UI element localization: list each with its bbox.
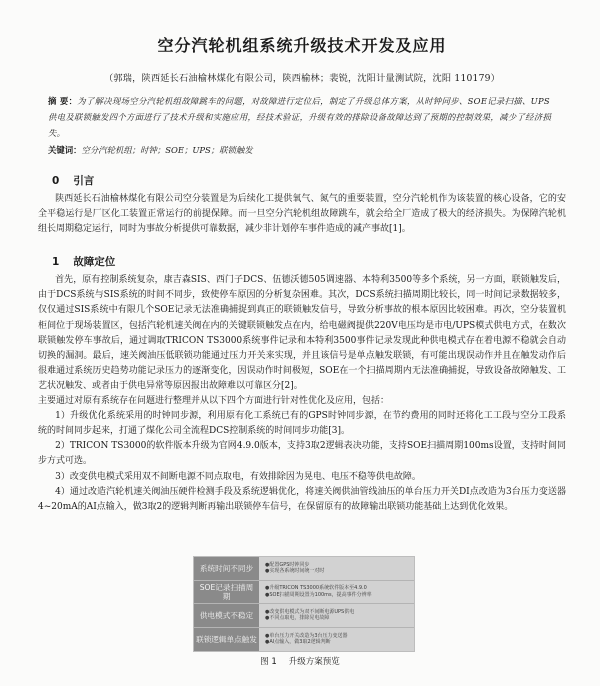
- figure-row-label: 供电模式不稳定: [194, 604, 259, 627]
- fault-item-1: 1）升级优化系统采用的时钟同步源，利用原有化工系统已有的GPS时钟同步源，在节约费用的同时还将化工工段与空分工段系统的时间同步起来，打通了煤化公司全流程DCS控制系统的时间同步功能[3]。: [38, 411, 566, 437]
- figure-desc-line: ●SOE扫描周期设置为100ms，提高事件分辨率: [265, 591, 372, 598]
- abstract-text: 为了解决现场空分汽轮机组故障跳车的问题，对故障进行定位后，制定了升级总体方案，从时钟同步、SOE记录扫描、UPS供电及联锁触发四个方面进行了技术升级和实施应用，经技术验证，升级有效的排除设备故障达到了预期的控制效果，减少了经济损失。: [48, 96, 552, 138]
- figure-row-label: 系统时间不同步: [194, 557, 259, 580]
- figure-desc-line: ●单台压力开关改造为3台压力变送器: [265, 632, 348, 639]
- keywords-label: 关键词：: [48, 145, 82, 155]
- section-number: 1: [52, 256, 60, 269]
- figure-row-desc: [259, 628, 414, 652]
- section-title: 引言: [73, 175, 95, 187]
- figure-row-desc: [259, 604, 414, 627]
- figure-desc-line: ●不同点取电，排除晃电故障: [265, 615, 330, 622]
- section-heading-fault: [52, 254, 566, 269]
- figure-row: [194, 604, 414, 628]
- upgrade-plan-figure: [193, 556, 415, 652]
- figure-row-desc: [259, 581, 414, 604]
- figure-row-label: 联锁逻辑单点触发: [194, 628, 259, 652]
- keywords: [48, 144, 556, 156]
- figure-row: [194, 628, 414, 652]
- section-number: 0: [52, 175, 60, 187]
- figure-row: [194, 557, 414, 581]
- section-heading-intro: [52, 173, 566, 188]
- figure-row-label: SOE记录扫描周期: [194, 581, 259, 604]
- figure-row-desc: [259, 557, 414, 580]
- figure-caption: [0, 655, 600, 667]
- section-title: 故障定位: [73, 256, 116, 269]
- figure-desc-line: ●升级TRICON TS3000系统软件版本至4.9.0: [265, 585, 367, 592]
- fault-item-4: 4）通过改造汽轮机速关阀油压硬件检测手段及系统逻辑优化，将速关阀供油管线油压的单台压力开关DI点改造为3台压力变送器4~20mA的AI点输入，做3取2的逻辑判断再输出联锁停车信号，在保留原有的故障输出联锁功能基础上达到优化效果。: [38, 486, 566, 512]
- abstract: [48, 93, 556, 141]
- figure-row: [194, 581, 414, 605]
- keywords-text: 空分汽轮机组；时钟；SOE；UPS；联锁触发: [81, 145, 253, 155]
- figure-desc-line: ●配置GPS时钟同步: [265, 561, 310, 568]
- abstract-label: 摘 要：: [48, 96, 78, 106]
- fault-summary: 主要通过对原有系统存在问题进行整理并从以下四个方面进行针对性优化及应用，包括：: [38, 396, 390, 407]
- paper-title: 空分汽轮机组系统升级技术开发及应用: [157, 36, 447, 55]
- intro-paragraph: 陕西延长石油榆林煤化有限公司空分装置是为后续化工提供氧气、氮气的重要装置，空分汽轮机作为该装置的核心设备，它的安全平稳运行是厂区化工装置正常运行的前提保障。而一旦空分汽轮机组故障跳车，就会给全厂造成了极大的经济损失。为保障汽轮机组长周期稳定运行，同时为事故分析提供可靠数据，减少非计划停车事件造成的减产事故[1]。: [38, 194, 566, 235]
- figure-desc-line: ●AI点输入，做3取2逻辑判断: [265, 639, 331, 646]
- figure-desc-line: ●改变供电模式为双不间断电源UPS供电: [265, 608, 355, 615]
- author-affiliations: （郭瑞，陕西延长石油榆林煤化有限公司，陕西榆林；裴锐，沈阳计量测试院，沈阳 110179）: [103, 73, 501, 84]
- figure-desc-line: ●实现各系统时间统一对时: [265, 568, 325, 575]
- figure-number: 图 1: [260, 657, 277, 667]
- fault-item-2: 2）TRICON TS3000的软件版本升级为官网4.9.0版本，支持3取2逻辑表决功能，支持SOE扫描周期100ms设置，支持时间同步方式可选。: [38, 441, 566, 467]
- fault-paragraph: 首先，原有控制系统复杂，康吉森SIS、西门子DCS、伍德沃德505调速器、本特利3500等多个系统，另一方面，联锁触发后，由于DCS系统与SIS系统的时间不同步，致使停车原因的分析复杂困难。其次，DCS系统扫描周期比较长，同一时间记录数据较多，仅仅通过SIS系统中有限几个SOE记录无法准确捕捉到真正的联锁触发信号，导致分析事故的根本原因比较困难。再次，空分装置机柜间位于现场装置区，包括汽轮机速关阀在内的关键联锁触发点在内，给电磁阀提供220V电压均是市电/UPS模式供电方式，在数次联锁触发停车事故后，通过调取TRICON TS3000系统事件记录和本特利3500事件记录发现此种供电模式存在着电源不稳就会自动切换的漏洞。最后，速关阀油压低联锁功能通过压力开关来实现，并且该信号是单点触发联锁，有可能出现误动作并且在触发动作后很难通过系统历史趋势功能记录压力的逐渐变化，因误动作时间极短，SOE在一个扫描周期内无法准确捕捉，导致设备故障触发、工艺状况触发、或者由于供电异常等原因报出故障难以可靠区分[2]。: [38, 275, 566, 391]
- fault-item-3: 3）改变供电模式采用双不间断电源不同点取电，有效排除因为晃电、电压不稳等供电故障。: [55, 471, 421, 482]
- figure-caption-text: 升级方案预览: [288, 657, 340, 667]
